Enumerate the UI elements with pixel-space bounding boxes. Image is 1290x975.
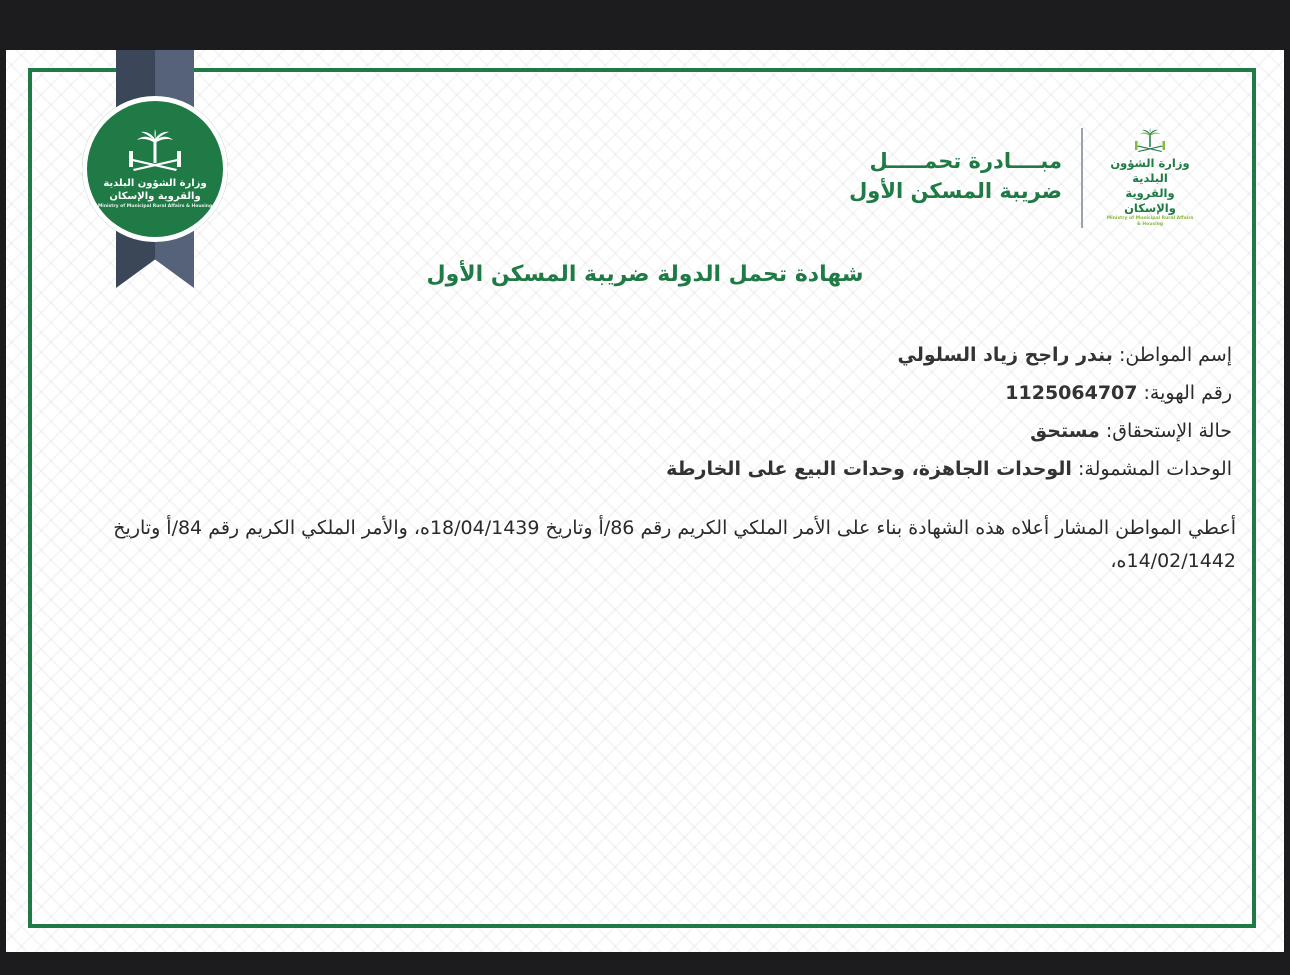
field-value: مستحق (1030, 420, 1100, 442)
seal-english-name: Ministry of Municipal Rural Affairs & Housing (97, 203, 213, 209)
certificate-title: شهادة تحمل الدولة ضريبة المسكن الأول (426, 262, 864, 287)
logo-ministry-name (1104, 156, 1196, 228)
initiative-title (842, 146, 1062, 206)
field-label: إسم المواطن: (1118, 344, 1232, 366)
field-covered-units (332, 450, 1232, 488)
palm-swords-icon (1118, 128, 1182, 156)
initiative-line1: مبــــادرة تحمـــــل (869, 149, 1062, 173)
seal-line1: وزارة الشؤون البلدية (103, 177, 207, 189)
field-eligibility-status (332, 412, 1232, 450)
logo-line1: وزارة الشؤون البلدية (1110, 156, 1190, 185)
field-value: الوحدات الجاهزة، وحدات البيع على الخارطة (666, 458, 1072, 480)
field-id-number (332, 374, 1232, 412)
field-citizen-name (332, 336, 1232, 374)
header-divider (1081, 128, 1083, 228)
initiative-line2: ضريبة المسكن الأول (849, 179, 1062, 203)
ministry-logo (1104, 128, 1196, 228)
ministry-seal (82, 96, 228, 242)
logo-line2: والقروية والإسكان (1124, 186, 1176, 215)
field-label: الوحدات المشمولة: (1078, 458, 1232, 480)
logo-english-name: Ministry of Municipal Rural Affairs & Housing (1106, 216, 1194, 227)
field-value: 1125064707 (1005, 382, 1138, 404)
decree-paragraph: أعطي المواطن المشار أعلاه هذه الشهادة بناء على الأمر الملكي الكريم رقم 86/أ وتاريخ 18/04/1439ه، والأمر الملكي الكريم رقم 84/أ وتاريخ 14/02/1442ه، (113, 517, 1236, 572)
field-label: رقم الهوية: (1143, 382, 1232, 404)
certificate-sheet (6, 50, 1284, 952)
field-value: بندر راجح زياد السلولي (897, 344, 1113, 366)
bottom-bar (0, 952, 1290, 975)
certificate-fields (332, 336, 1232, 488)
seal-line2: والقروية والإسكان (109, 190, 201, 202)
seal-ministry-name (98, 177, 212, 210)
top-bar (0, 0, 1290, 50)
field-label: حالة الإستحقاق: (1105, 420, 1232, 442)
palm-swords-icon (127, 129, 183, 177)
